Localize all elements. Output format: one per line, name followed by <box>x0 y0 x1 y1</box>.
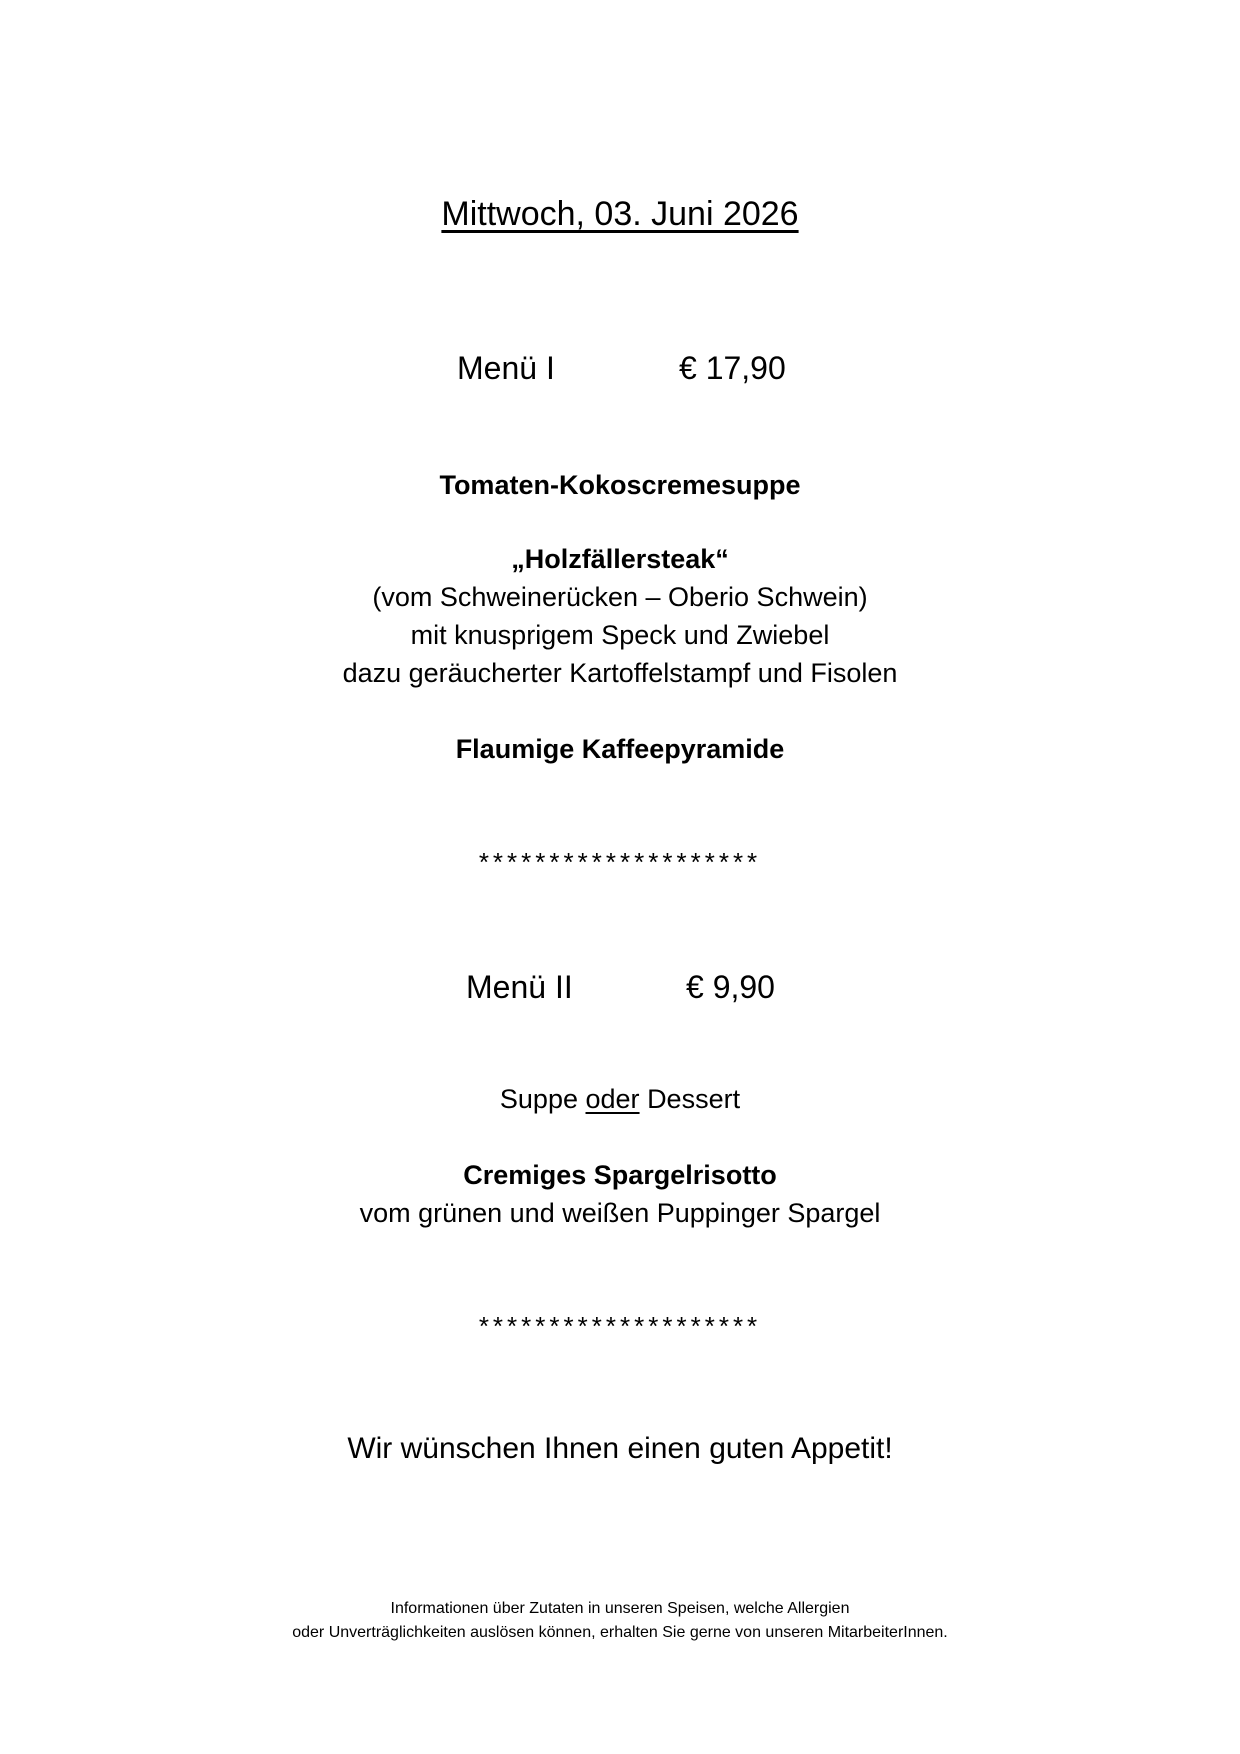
separator: ******************** <box>478 847 762 877</box>
allergy-note: oder Unverträglichkeiten auslösen können, erhalten Sie gerne von unseren MitarbeiterInnen. <box>292 1624 948 1641</box>
menu1-name: Menü I <box>457 350 555 386</box>
menu1-main-line: (vom Schweinerücken – Oberio Schwein) <box>372 582 868 612</box>
menu2-main-title: Cremiges Spargelrisotto <box>463 1160 777 1190</box>
menu2-header <box>0 968 1240 1010</box>
allergy-note: Informationen über Zutaten in unseren Speisen, welche Allergien <box>390 1600 850 1617</box>
menu2-choice-oder: oder <box>585 1084 640 1114</box>
menu2-price: € 9,90 <box>686 969 775 1005</box>
closing-text: Wir wünschen Ihnen einen guten Appetit! <box>347 1432 893 1465</box>
page-title: Mittwoch, 03. Juni 2026 <box>441 195 799 233</box>
menu1-dessert: Flaumige Kaffeepyramide <box>455 734 785 764</box>
menu2-main-line: vom grünen und weißen Puppinger Spargel <box>359 1198 881 1228</box>
menu2-choice <box>0 1083 1240 1115</box>
menu2-choice-dessert: Dessert <box>647 1084 741 1114</box>
menu1-main-line: mit knusprigem Speck und Zwiebel <box>410 620 830 650</box>
menu1-price: € 17,90 <box>679 350 786 386</box>
menu1-starter: Tomaten-Kokoscremesuppe <box>439 470 801 500</box>
menu1-header <box>0 349 1240 391</box>
menu2-choice-suppe: Suppe <box>499 1084 578 1114</box>
separator: ******************** <box>478 1311 762 1341</box>
menu2-name: Menü II <box>466 969 573 1005</box>
menu1-main-line: dazu geräucherter Kartoffelstampf und Fisolen <box>342 658 898 688</box>
menu1-main-title: „Holzfällersteak“ <box>511 544 729 574</box>
